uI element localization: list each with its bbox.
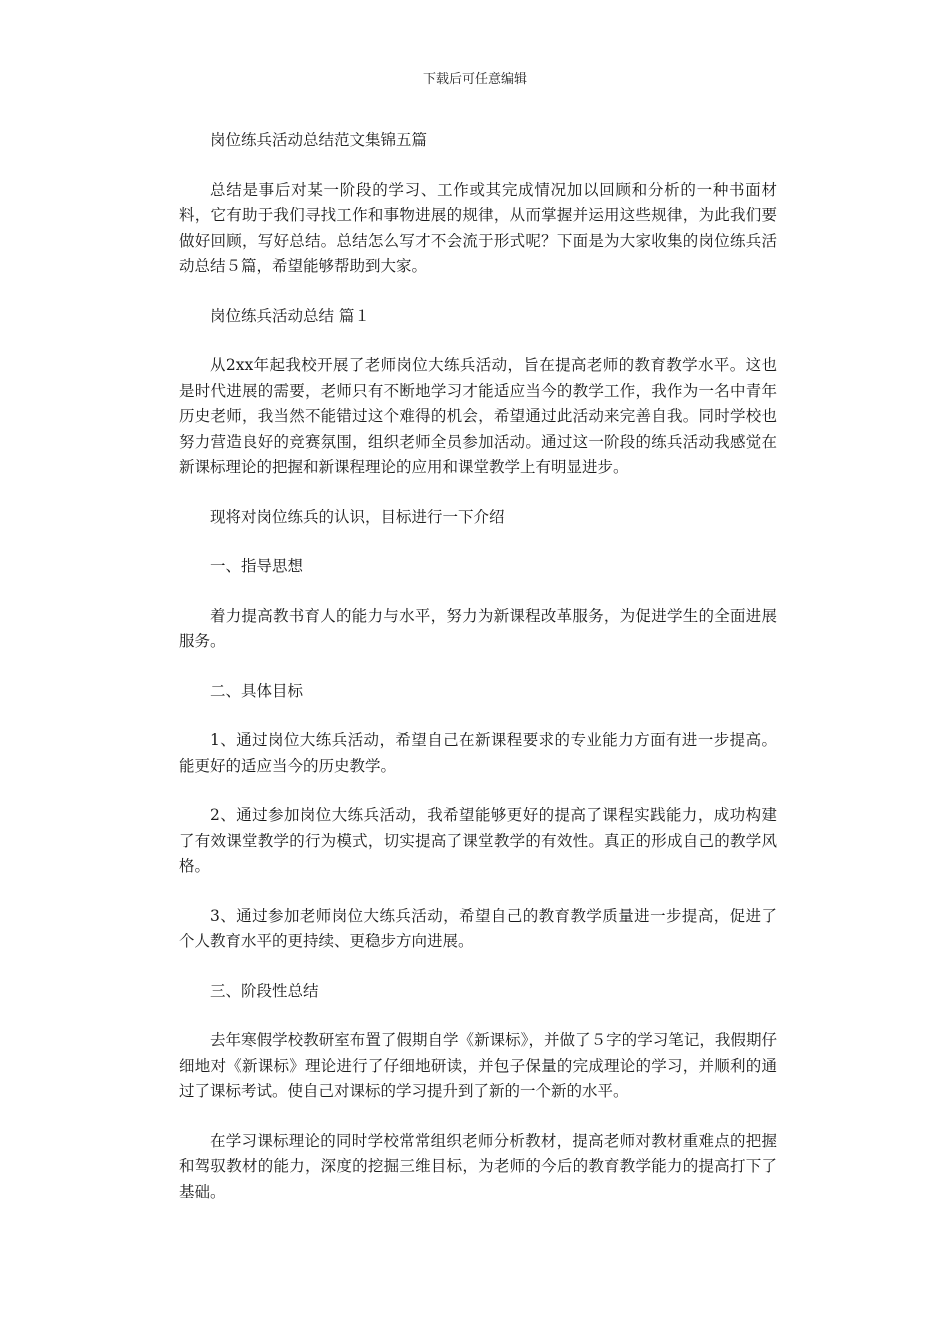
document-title: 岗位练兵活动总结范文集锦五篇 [210,131,428,149]
body-paragraph: 着力提高教书育人的能力与水平，努力为新课程改革服务，为促进学生的全面进展服务。 [179,606,777,650]
goal-item: 2、通过参加岗位大练兵活动，我希望能够更好的提高了课程实践能力，成功构建了有效课堂教学的行为模式，切实提高了课堂教学的有效性。真正的形成自己的教学风格。 [179,806,777,875]
goal-item: 3、通过参加老师岗位大练兵活动，希望自己的教育教学质量进一步提高，促进了个人教育水平的更持续、更稳步方向进展。 [179,906,777,950]
body-paragraph: 现将对岗位练兵的认识，目标进行一下介绍 [210,507,505,526]
body-paragraph: 去年寒假学校教研室布置了假期自学《新课标》，并做了５字的学习笔记，我假期仔细地对《新课标》理论进行了仔细地研读，并包子保量的完成理论的学习，并顺利的通过了课标考试。使自己对课标的学习提升到了新的一个新的水平。 [179,1031,777,1100]
body-paragraph: 在学习课标理论的同时学校常常组织老师分析教材，提高老师对教材重难点的把握和驾驭教材的能力，深度的挖掘三维目标，为老师的今后的教育教学能力的提高打下了基础。 [179,1131,777,1201]
body-paragraph: 从2xx年起我校开展了老师岗位大练兵活动，旨在提高老师的教育教学水平。这也是时代进展的需要，老师只有不断地学习才能适应当今的教学工作，我作为一名中青年历史老师，我当然不能错过这个难得的机会，希望通过此活动来完善自我。同时学校也努力营造良好的竞赛氛围，组织老师全员参加活动。通过这一阶段的练兵活动我感觉在新课标理论的把握和新课程理论的应用和课堂教学上有明显进步。 [179,356,777,476]
document-body [179,128,777,1229]
section-title: 岗位练兵活动总结 篇１ [210,306,370,325]
subheading-guiding-thought: 一、指导思想 [210,557,304,575]
goal-item: 1、通过岗位大练兵活动，希望自己在新课程要求的专业能力方面有进一步提高。能更好的适应当今的历史教学。 [179,731,777,775]
header-note: 下载后可任意编辑 [422,72,527,87]
subheading-specific-goals: 二、具体目标 [210,681,304,700]
subheading-stage-summary: 三、阶段性总结 [210,981,319,1000]
intro-paragraph: 总结是事后对某一阶段的学习、工作或其完成情况加以回顾和分析的一种书面材料，它有助于我们寻找工作和事物进展的规律，从而掌握并运用这些规律，为此我们要做好回顾，写好总结。总结怎么写才不会流于形式呢？下面是为大家收集的岗位练兵活动总结５篇，希望能够帮助到大家。 [179,180,777,275]
